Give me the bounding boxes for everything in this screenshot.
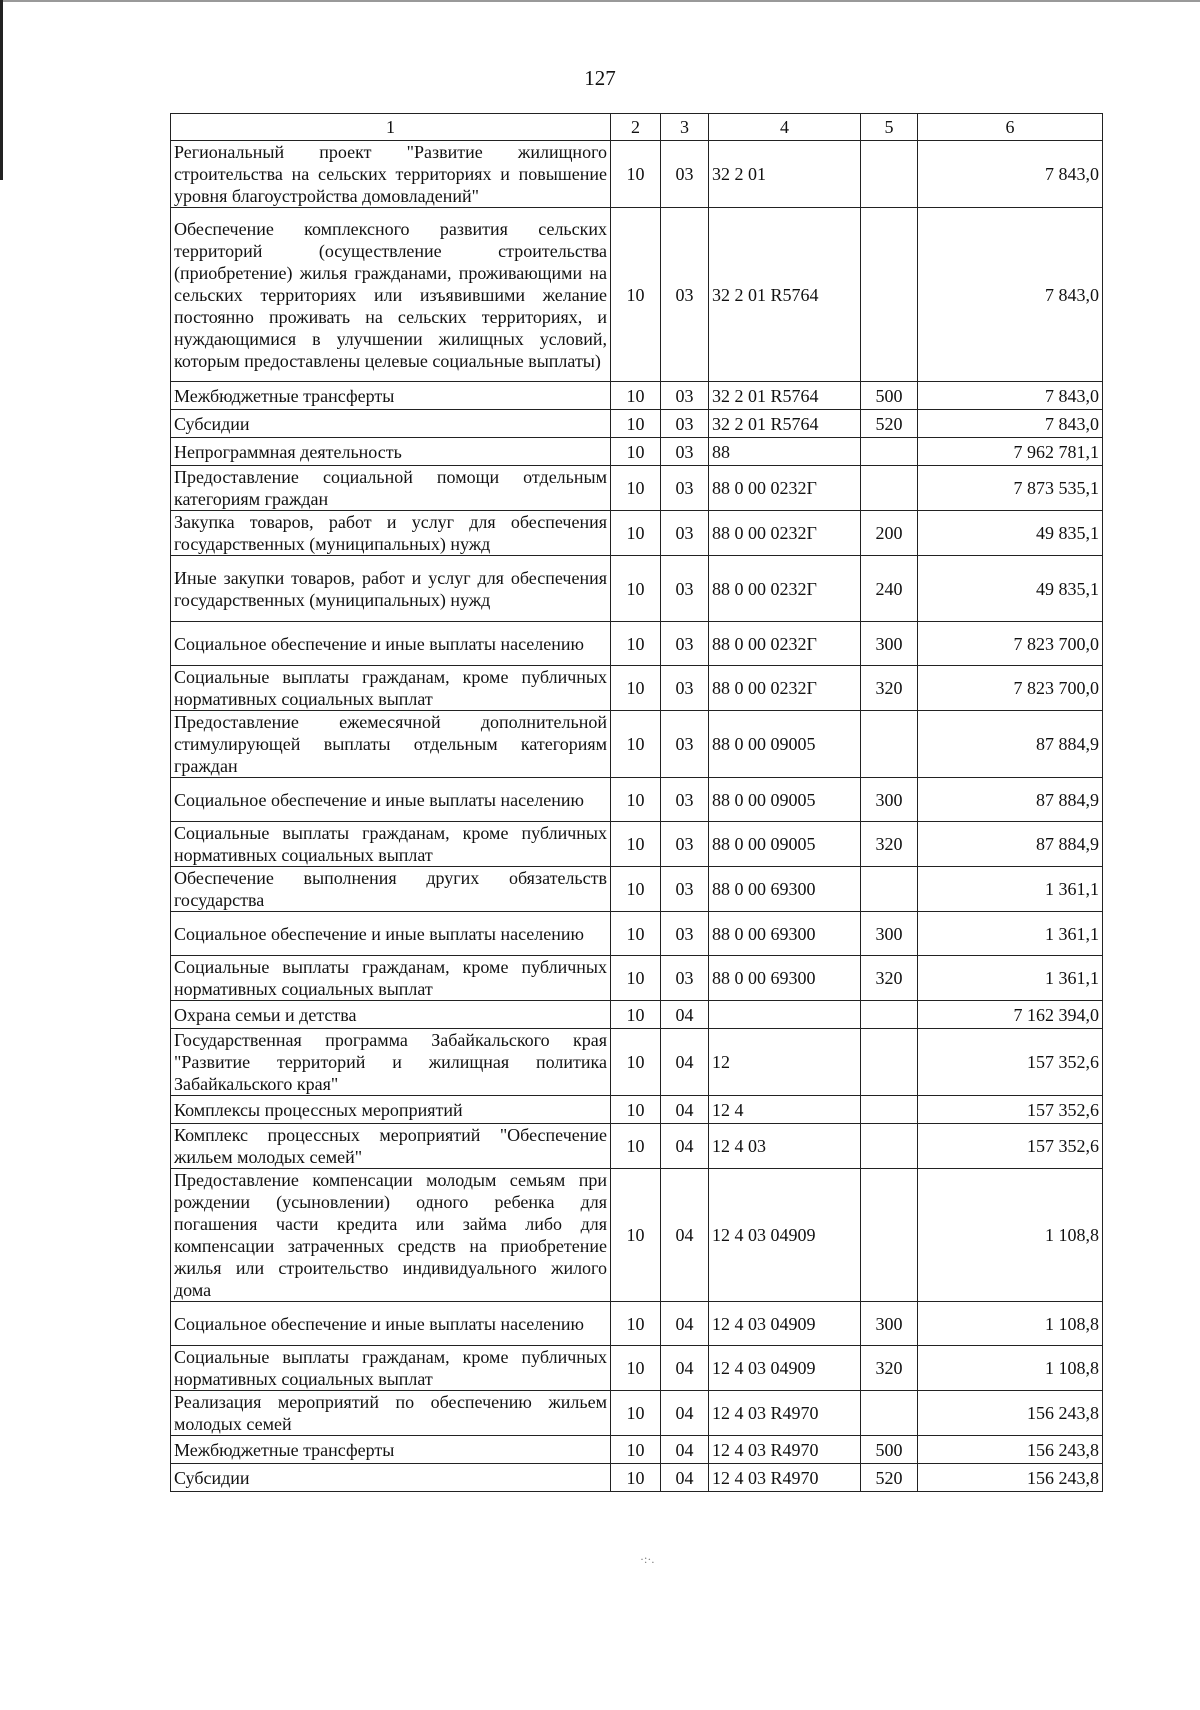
header-cell: 3 <box>661 114 709 141</box>
expense-type-cell <box>861 438 918 466</box>
table-row <box>171 1029 1103 1096</box>
header-row <box>171 114 1103 141</box>
target-article-cell <box>709 1001 861 1029</box>
header-cell: 6 <box>918 114 1103 141</box>
section-cell: 10 <box>611 410 661 438</box>
amount-cell: 7 843,0 <box>918 410 1103 438</box>
expense-type-cell: 300 <box>861 1302 918 1346</box>
subsection-cell: 03 <box>661 822 709 867</box>
expense-type-cell <box>861 867 918 912</box>
target-article-cell: 88 0 00 69300 <box>709 867 861 912</box>
name-cell: Субсидии <box>171 1464 611 1492</box>
expense-type-cell: 300 <box>861 912 918 956</box>
expense-type-cell: 500 <box>861 1436 918 1464</box>
target-article-cell: 88 0 00 09005 <box>709 711 861 778</box>
name-cell: Иные закупки товаров, работ и услуг для обеспечения государственных (муниципальных) нужд <box>171 556 611 622</box>
amount-cell: 87 884,9 <box>918 778 1103 822</box>
section-cell: 10 <box>611 956 661 1001</box>
name-cell: Комплексы процессных мероприятий <box>171 1096 611 1124</box>
name-cell: Социальное обеспечение и иные выплаты населению <box>171 778 611 822</box>
name-cell: Межбюджетные трансферты <box>171 1436 611 1464</box>
target-article-cell: 88 0 00 69300 <box>709 956 861 1001</box>
table-row <box>171 1464 1103 1492</box>
expense-type-cell: 320 <box>861 956 918 1001</box>
target-article-cell: 12 4 03 R4970 <box>709 1464 861 1492</box>
subsection-cell: 04 <box>661 1124 709 1169</box>
target-article-cell: 32 2 01 R5764 <box>709 208 861 382</box>
target-article-cell: 88 0 00 0232Г <box>709 622 861 666</box>
table-body <box>171 141 1103 1492</box>
name-cell: Социальное обеспечение и иные выплаты населению <box>171 1302 611 1346</box>
expense-type-cell <box>861 1096 918 1124</box>
subsection-cell: 03 <box>661 711 709 778</box>
subsection-cell: 03 <box>661 778 709 822</box>
name-cell: Обеспечение комплексного развития сельских территорий (осуществление строительства (приобретение) жилья гражданами, проживающими на сельских территориях или изъявившими желание постоянно проживать на сельских территориях, и нуждающимися в улучшении жилищных условий, которым предоставлены целевые социальные выплаты) <box>171 208 611 382</box>
section-cell: 10 <box>611 466 661 511</box>
section-cell: 10 <box>611 556 661 622</box>
expense-type-cell: 520 <box>861 1464 918 1492</box>
name-cell: Социальные выплаты гражданам, кроме публичных нормативных социальных выплат <box>171 956 611 1001</box>
section-cell: 10 <box>611 711 661 778</box>
name-cell: Государственная программа Забайкальского края "Развитие территорий и жилищная политика Забайкальского края" <box>171 1029 611 1096</box>
scan-top-edge <box>0 0 1200 2</box>
table-row <box>171 711 1103 778</box>
expense-type-cell: 240 <box>861 556 918 622</box>
subsection-cell: 03 <box>661 511 709 556</box>
expense-type-cell <box>861 466 918 511</box>
table-row <box>171 867 1103 912</box>
subsection-cell: 04 <box>661 1302 709 1346</box>
name-cell: Предоставление компенсации молодым семьям при рождении (усыновлении) одного ребенка для погашения части кредита или займа либо для компенсации затраченных средств на приобретение жилья или строительство индивидуального жилого дома <box>171 1169 611 1302</box>
amount-cell: 87 884,9 <box>918 711 1103 778</box>
table-row <box>171 666 1103 711</box>
amount-cell: 157 352,6 <box>918 1096 1103 1124</box>
expense-type-cell <box>861 1391 918 1436</box>
table-row <box>171 1169 1103 1302</box>
amount-cell: 156 243,8 <box>918 1391 1103 1436</box>
target-article-cell: 12 4 03 04909 <box>709 1302 861 1346</box>
subsection-cell: 03 <box>661 622 709 666</box>
subsection-cell: 03 <box>661 141 709 208</box>
target-article-cell: 12 4 03 <box>709 1124 861 1169</box>
subsection-cell: 04 <box>661 1391 709 1436</box>
header-cell: 5 <box>861 114 918 141</box>
name-cell: Предоставление социальной помощи отдельным категориям граждан <box>171 466 611 511</box>
table-row <box>171 778 1103 822</box>
table-row <box>171 912 1103 956</box>
subsection-cell: 03 <box>661 956 709 1001</box>
section-cell: 10 <box>611 867 661 912</box>
expense-type-cell <box>861 1001 918 1029</box>
amount-cell: 7 823 700,0 <box>918 622 1103 666</box>
section-cell: 10 <box>611 1096 661 1124</box>
name-cell: Социальные выплаты гражданам, кроме публичных нормативных социальных выплат <box>171 666 611 711</box>
name-cell: Региональный проект "Развитие жилищного строительства на сельских территориях и повышение уровня благоустройства домовладений" <box>171 141 611 208</box>
target-article-cell: 12 <box>709 1029 861 1096</box>
expense-type-cell: 320 <box>861 666 918 711</box>
amount-cell: 1 361,1 <box>918 867 1103 912</box>
target-article-cell: 88 0 00 0232Г <box>709 466 861 511</box>
table-row <box>171 1124 1103 1169</box>
table-row <box>171 1302 1103 1346</box>
name-cell: Субсидии <box>171 410 611 438</box>
section-cell: 10 <box>611 666 661 711</box>
expense-type-cell: 200 <box>861 511 918 556</box>
target-article-cell: 88 0 00 09005 <box>709 822 861 867</box>
target-article-cell: 12 4 03 R4970 <box>709 1436 861 1464</box>
subsection-cell: 03 <box>661 912 709 956</box>
table-row <box>171 410 1103 438</box>
amount-cell: 1 361,1 <box>918 912 1103 956</box>
amount-cell: 7 873 535,1 <box>918 466 1103 511</box>
budget-table <box>170 113 1103 1492</box>
name-cell: Социальное обеспечение и иные выплаты населению <box>171 622 611 666</box>
table-row <box>171 141 1103 208</box>
target-article-cell: 88 0 00 0232Г <box>709 511 861 556</box>
section-cell: 10 <box>611 438 661 466</box>
section-cell: 10 <box>611 778 661 822</box>
table-row <box>171 1391 1103 1436</box>
section-cell: 10 <box>611 1346 661 1391</box>
amount-cell: 1 108,8 <box>918 1169 1103 1302</box>
amount-cell: 7 843,0 <box>918 382 1103 410</box>
amount-cell: 49 835,1 <box>918 511 1103 556</box>
section-cell: 10 <box>611 1029 661 1096</box>
table-row <box>171 1096 1103 1124</box>
section-cell: 10 <box>611 1169 661 1302</box>
name-cell: Социальное обеспечение и иные выплаты населению <box>171 912 611 956</box>
table-row <box>171 822 1103 867</box>
amount-cell: 1 108,8 <box>918 1302 1103 1346</box>
target-article-cell: 12 4 03 R4970 <box>709 1391 861 1436</box>
subsection-cell: 04 <box>661 1436 709 1464</box>
target-article-cell: 88 0 00 0232Г <box>709 556 861 622</box>
name-cell: Закупка товаров, работ и услуг для обеспечения государственных (муниципальных) нужд <box>171 511 611 556</box>
subsection-cell: 03 <box>661 410 709 438</box>
expense-type-cell: 320 <box>861 822 918 867</box>
target-article-cell: 12 4 03 04909 <box>709 1346 861 1391</box>
header-cell: 4 <box>709 114 861 141</box>
subsection-cell: 04 <box>661 1464 709 1492</box>
amount-cell: 157 352,6 <box>918 1124 1103 1169</box>
name-cell: Социальные выплаты гражданам, кроме публичных нормативных социальных выплат <box>171 822 611 867</box>
table-row <box>171 1436 1103 1464</box>
table-row <box>171 556 1103 622</box>
subsection-cell: 03 <box>661 666 709 711</box>
name-cell: Непрограммная деятельность <box>171 438 611 466</box>
expense-type-cell <box>861 1169 918 1302</box>
amount-cell: 157 352,6 <box>918 1029 1103 1096</box>
section-cell: 10 <box>611 1464 661 1492</box>
section-cell: 10 <box>611 382 661 410</box>
amount-cell: 7 962 781,1 <box>918 438 1103 466</box>
target-article-cell: 32 2 01 R5764 <box>709 382 861 410</box>
subsection-cell: 04 <box>661 1001 709 1029</box>
name-cell: Социальные выплаты гражданам, кроме публичных нормативных социальных выплат <box>171 1346 611 1391</box>
header-cell: 1 <box>171 114 611 141</box>
table-row <box>171 511 1103 556</box>
expense-type-cell: 320 <box>861 1346 918 1391</box>
subsection-cell: 03 <box>661 438 709 466</box>
table-row <box>171 382 1103 410</box>
name-cell: Реализация мероприятий по обеспечению жильем молодых семей <box>171 1391 611 1436</box>
target-article-cell: 88 <box>709 438 861 466</box>
subsection-cell: 03 <box>661 556 709 622</box>
target-article-cell: 88 0 00 69300 <box>709 912 861 956</box>
expense-type-cell <box>861 1124 918 1169</box>
target-article-cell: 32 2 01 <box>709 141 861 208</box>
amount-cell: 49 835,1 <box>918 556 1103 622</box>
section-cell: 10 <box>611 622 661 666</box>
table-row <box>171 1001 1103 1029</box>
expense-type-cell <box>861 141 918 208</box>
table-row <box>171 622 1103 666</box>
subsection-cell: 03 <box>661 466 709 511</box>
amount-cell: 7 843,0 <box>918 141 1103 208</box>
subsection-cell: 04 <box>661 1346 709 1391</box>
table-row <box>171 438 1103 466</box>
expense-type-cell <box>861 208 918 382</box>
name-cell: Комплекс процессных мероприятий "Обеспечение жильем молодых семей" <box>171 1124 611 1169</box>
scan-noise: ·:·. <box>640 1552 655 1566</box>
section-cell: 10 <box>611 1302 661 1346</box>
amount-cell: 87 884,9 <box>918 822 1103 867</box>
header-cell: 2 <box>611 114 661 141</box>
section-cell: 10 <box>611 912 661 956</box>
subsection-cell: 03 <box>661 208 709 382</box>
subsection-cell: 04 <box>661 1169 709 1302</box>
amount-cell: 156 243,8 <box>918 1464 1103 1492</box>
target-article-cell: 88 0 00 09005 <box>709 778 861 822</box>
expense-type-cell: 520 <box>861 410 918 438</box>
subsection-cell: 04 <box>661 1096 709 1124</box>
section-cell: 10 <box>611 1436 661 1464</box>
amount-cell: 1 361,1 <box>918 956 1103 1001</box>
name-cell: Охрана семьи и детства <box>171 1001 611 1029</box>
target-article-cell: 88 0 00 0232Г <box>709 666 861 711</box>
target-article-cell: 12 4 03 04909 <box>709 1169 861 1302</box>
target-article-cell: 12 4 <box>709 1096 861 1124</box>
page-number: 127 <box>584 66 616 90</box>
expense-type-cell <box>861 711 918 778</box>
amount-cell: 7 843,0 <box>918 208 1103 382</box>
section-cell: 10 <box>611 208 661 382</box>
subsection-cell: 03 <box>661 867 709 912</box>
expense-type-cell: 300 <box>861 778 918 822</box>
section-cell: 10 <box>611 1391 661 1436</box>
table-row <box>171 1346 1103 1391</box>
amount-cell: 7 162 394,0 <box>918 1001 1103 1029</box>
section-cell: 10 <box>611 822 661 867</box>
table-row <box>171 208 1103 382</box>
expense-type-cell: 500 <box>861 382 918 410</box>
name-cell: Предоставление ежемесячной дополнительной стимулирующей выплаты отдельным категориям граждан <box>171 711 611 778</box>
section-cell: 10 <box>611 1001 661 1029</box>
name-cell: Межбюджетные трансферты <box>171 382 611 410</box>
expense-type-cell <box>861 1029 918 1096</box>
subsection-cell: 03 <box>661 382 709 410</box>
amount-cell: 1 108,8 <box>918 1346 1103 1391</box>
target-article-cell: 32 2 01 R5764 <box>709 410 861 438</box>
expense-type-cell: 300 <box>861 622 918 666</box>
table-row <box>171 466 1103 511</box>
section-cell: 10 <box>611 511 661 556</box>
amount-cell: 7 823 700,0 <box>918 666 1103 711</box>
section-cell: 10 <box>611 141 661 208</box>
name-cell: Обеспечение выполнения других обязательств государства <box>171 867 611 912</box>
amount-cell: 156 243,8 <box>918 1436 1103 1464</box>
section-cell: 10 <box>611 1124 661 1169</box>
subsection-cell: 04 <box>661 1029 709 1096</box>
table-row <box>171 956 1103 1001</box>
